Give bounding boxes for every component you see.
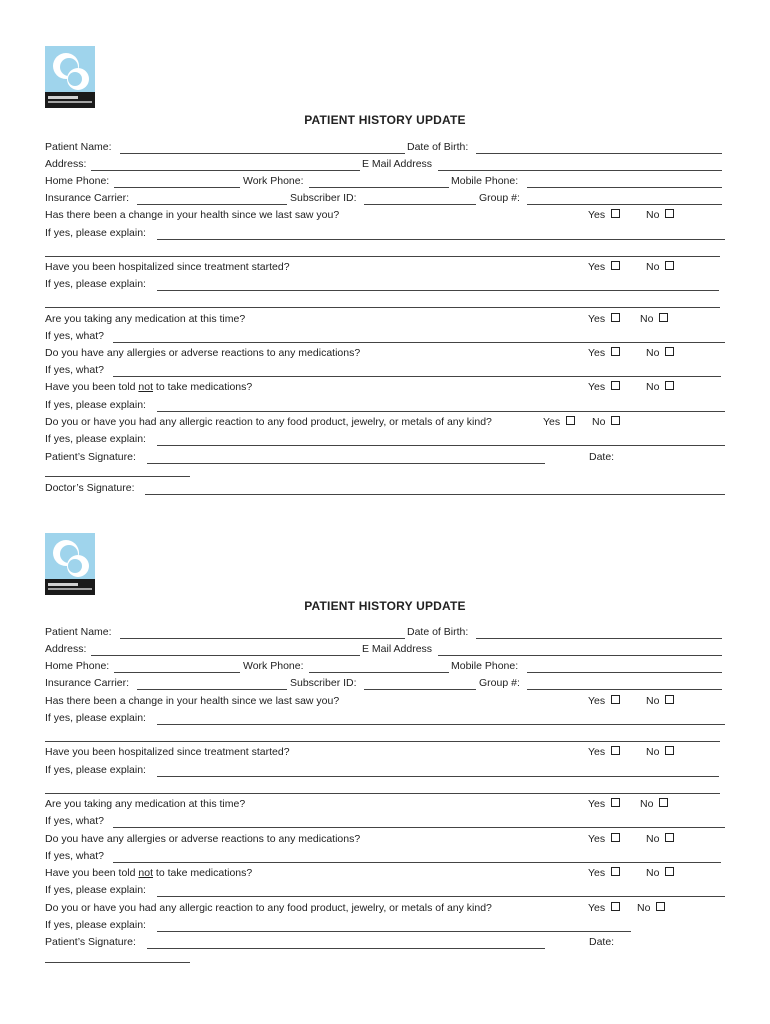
- what-label: If yes, what?: [45, 330, 104, 342]
- checkbox-icon: [665, 209, 674, 218]
- checkbox-icon: [566, 416, 575, 425]
- question-text-part: to take medications?: [153, 381, 253, 393]
- address-label: Address:: [45, 158, 87, 170]
- dob-field[interactable]: [476, 153, 722, 154]
- question-text-part: Have you been told: [45, 381, 139, 393]
- no-label: No: [646, 695, 660, 707]
- subscriber-label: Subscriber ID:: [290, 677, 357, 689]
- question-health-change: [45, 209, 725, 226]
- explain-label: If yes, please explain:: [45, 712, 146, 724]
- what-field[interactable]: [113, 862, 721, 863]
- doctor-signature-field[interactable]: [145, 494, 725, 495]
- no-checkbox[interactable]: [646, 833, 674, 845]
- patient-name-field[interactable]: [120, 153, 405, 154]
- insurance-field[interactable]: [137, 689, 287, 690]
- insurance-field[interactable]: [137, 204, 287, 205]
- question-hospitalized: [45, 746, 725, 763]
- yes-checkbox[interactable]: [588, 261, 620, 273]
- checkbox-icon: [611, 867, 620, 876]
- address-field[interactable]: [91, 170, 360, 171]
- home-phone-label: Home Phone:: [45, 660, 110, 672]
- checkbox-icon: [611, 381, 620, 390]
- date-label: Date:: [589, 451, 615, 463]
- group-field[interactable]: [527, 689, 722, 690]
- explain-row: [45, 227, 725, 244]
- insurance-label: Insurance Carrier:: [45, 677, 130, 689]
- phone-row: [45, 660, 725, 677]
- question-allergies: [45, 347, 725, 364]
- practice-logo-icon: [45, 533, 95, 595]
- yes-checkbox[interactable]: [588, 347, 620, 359]
- question-hospitalized: [45, 261, 725, 278]
- explain-field-line-2[interactable]: [45, 307, 720, 308]
- practice-logo-icon: [45, 46, 95, 108]
- yes-checkbox[interactable]: [588, 867, 620, 879]
- yes-checkbox[interactable]: [588, 313, 620, 325]
- question-health-change: [45, 695, 725, 712]
- checkbox-icon: [611, 347, 620, 356]
- question-emphasis: not: [138, 867, 154, 879]
- yes-checkbox[interactable]: [588, 695, 620, 707]
- checkbox-icon: [665, 347, 674, 356]
- yes-label: Yes: [588, 347, 606, 359]
- what-row: [45, 850, 725, 867]
- no-checkbox[interactable]: [646, 746, 674, 758]
- no-label: No: [646, 746, 660, 758]
- yes-checkbox[interactable]: [543, 416, 575, 428]
- explain-row: [45, 433, 725, 450]
- group-field[interactable]: [527, 204, 722, 205]
- explain-row: [45, 884, 725, 901]
- email-label: E Mail Address: [362, 643, 433, 655]
- yes-label: Yes: [588, 798, 606, 810]
- yes-label: Yes: [588, 261, 606, 273]
- question-text: Do you or have you had any allergic reaction to any food product, jewelry, or metals of any kind?: [45, 902, 492, 914]
- explain-row: [45, 712, 725, 729]
- checkbox-icon: [611, 416, 620, 425]
- yes-checkbox[interactable]: [588, 798, 620, 810]
- doctor-signature-label: Doctor’s Signature:: [45, 482, 135, 494]
- what-field[interactable]: [113, 376, 721, 377]
- what-row: [45, 364, 725, 381]
- insurance-row: [45, 677, 725, 694]
- email-field[interactable]: [438, 170, 722, 171]
- doctor-signature-row: [45, 482, 725, 499]
- address-row: [45, 643, 725, 660]
- what-row: [45, 330, 725, 347]
- no-label: No: [646, 833, 660, 845]
- email-field[interactable]: [438, 655, 722, 656]
- explain-label: If yes, please explain:: [45, 399, 146, 411]
- explain-row: [45, 764, 725, 781]
- question-emphasis: not: [138, 381, 154, 393]
- explain-field-line-2[interactable]: [45, 741, 720, 742]
- explain-field-line-2[interactable]: [45, 256, 720, 257]
- yes-label: Yes: [588, 695, 606, 707]
- no-checkbox[interactable]: [637, 902, 665, 914]
- mobile-phone-label: Mobile Phone:: [451, 175, 519, 187]
- form-title: PATIENT HISTORY UPDATE: [304, 113, 466, 127]
- checkbox-icon: [656, 902, 665, 911]
- home-phone-field[interactable]: [114, 672, 240, 673]
- question-text-part: to take medications?: [153, 867, 253, 879]
- explain-row: [45, 278, 725, 295]
- no-label: No: [646, 261, 660, 273]
- checkbox-icon: [665, 867, 674, 876]
- no-checkbox[interactable]: [646, 867, 674, 879]
- patient-name-row: [45, 141, 725, 158]
- no-checkbox[interactable]: [646, 347, 674, 359]
- what-label: If yes, what?: [45, 850, 104, 862]
- yes-label: Yes: [588, 867, 606, 879]
- question-text: [45, 381, 252, 393]
- checkbox-icon: [611, 209, 620, 218]
- work-phone-label: Work Phone:: [243, 660, 304, 672]
- explain-label: If yes, please explain:: [45, 764, 146, 776]
- checkbox-icon: [611, 902, 620, 911]
- checkbox-icon: [665, 261, 674, 270]
- checkbox-icon: [611, 798, 620, 807]
- explain-label: If yes, please explain:: [45, 884, 146, 896]
- yes-checkbox[interactable]: [588, 381, 620, 393]
- no-label: No: [646, 381, 660, 393]
- checkbox-icon: [611, 313, 620, 322]
- what-row: [45, 815, 725, 832]
- mobile-phone-field[interactable]: [527, 672, 722, 673]
- no-checkbox[interactable]: [646, 381, 674, 393]
- no-label: No: [640, 313, 654, 325]
- email-label: E Mail Address: [362, 158, 433, 170]
- work-phone-label: Work Phone:: [243, 175, 304, 187]
- dob-label: Date of Birth:: [407, 141, 469, 153]
- form-title: PATIENT HISTORY UPDATE: [304, 599, 466, 613]
- date-field-row: [45, 950, 725, 967]
- question-text: Have you been hospitalized since treatment started?: [45, 261, 290, 273]
- no-label: No: [646, 867, 660, 879]
- yes-checkbox[interactable]: [588, 902, 620, 914]
- question-food-allergy: [45, 416, 725, 433]
- no-checkbox[interactable]: [640, 798, 668, 810]
- yes-label: Yes: [543, 416, 561, 428]
- yes-checkbox[interactable]: [588, 833, 620, 845]
- explain-field[interactable]: [157, 931, 631, 932]
- yes-checkbox[interactable]: [588, 209, 620, 221]
- what-label: If yes, what?: [45, 364, 104, 376]
- home-phone-field[interactable]: [114, 187, 240, 188]
- explain-label: If yes, please explain:: [45, 433, 146, 445]
- explain-continuation: [45, 244, 725, 261]
- question-text: Has there been a change in your health since we last saw you?: [45, 695, 340, 707]
- explain-label: If yes, please explain:: [45, 919, 146, 931]
- subscriber-field[interactable]: [364, 204, 476, 205]
- explain-field[interactable]: [157, 239, 725, 240]
- question-text: Do you have any allergies or adverse reactions to any medications?: [45, 833, 361, 845]
- checkbox-icon: [665, 381, 674, 390]
- phone-row: [45, 175, 725, 192]
- question-text-part: Have you been told: [45, 867, 139, 879]
- no-label: No: [646, 209, 660, 221]
- explain-label: If yes, please explain:: [45, 227, 146, 239]
- explain-label: If yes, please explain:: [45, 278, 146, 290]
- question-food-allergy: [45, 902, 725, 919]
- explain-field[interactable]: [157, 290, 719, 291]
- what-field[interactable]: [113, 342, 725, 343]
- explain-field-line-2[interactable]: [45, 793, 720, 794]
- mobile-phone-label: Mobile Phone:: [451, 660, 519, 672]
- question-told-not-to-take: [45, 867, 725, 884]
- group-label: Group #:: [479, 192, 520, 204]
- what-label: If yes, what?: [45, 815, 104, 827]
- no-checkbox[interactable]: [592, 416, 620, 428]
- yes-label: Yes: [588, 902, 606, 914]
- explain-field[interactable]: [157, 896, 725, 897]
- patient-signature-field[interactable]: [147, 948, 545, 949]
- patient-signature-label: Patient’s Signature:: [45, 936, 136, 948]
- yes-label: Yes: [588, 209, 606, 221]
- checkbox-icon: [659, 313, 668, 322]
- date-field[interactable]: [45, 962, 190, 963]
- explain-row: [45, 919, 725, 936]
- explain-continuation: [45, 295, 725, 312]
- work-phone-field[interactable]: [309, 187, 449, 188]
- explain-continuation: [45, 729, 725, 746]
- yes-checkbox[interactable]: [588, 746, 620, 758]
- checkbox-icon: [611, 695, 620, 704]
- question-text: Do you have any allergies or adverse reactions to any medications?: [45, 347, 361, 359]
- patient-name-row: [45, 626, 725, 643]
- patient-name-label: Patient Name:: [45, 626, 112, 638]
- group-label: Group #:: [479, 677, 520, 689]
- address-label: Address:: [45, 643, 87, 655]
- checkbox-icon: [665, 833, 674, 842]
- what-field[interactable]: [113, 827, 725, 828]
- address-row: [45, 158, 725, 175]
- patient-signature-label: Patient’s Signature:: [45, 451, 136, 463]
- no-label: No: [646, 347, 660, 359]
- question-text: Are you taking any medication at this time?: [45, 313, 246, 325]
- insurance-row: [45, 192, 725, 209]
- question-told-not-to-take: [45, 381, 725, 398]
- no-checkbox[interactable]: [640, 313, 668, 325]
- address-field[interactable]: [91, 655, 360, 656]
- patient-name-field[interactable]: [120, 638, 405, 639]
- home-phone-label: Home Phone:: [45, 175, 110, 187]
- subscriber-label: Subscriber ID:: [290, 192, 357, 204]
- no-checkbox[interactable]: [646, 695, 674, 707]
- no-label: No: [640, 798, 654, 810]
- yes-label: Yes: [588, 381, 606, 393]
- question-medication: [45, 798, 725, 815]
- work-phone-field[interactable]: [309, 672, 449, 673]
- explain-field[interactable]: [157, 445, 725, 446]
- dob-field[interactable]: [476, 638, 722, 639]
- checkbox-icon: [665, 746, 674, 755]
- checkbox-icon: [659, 798, 668, 807]
- yes-label: Yes: [588, 313, 606, 325]
- checkbox-icon: [611, 261, 620, 270]
- date-field-row: [45, 464, 725, 481]
- dob-label: Date of Birth:: [407, 626, 469, 638]
- no-label: No: [592, 416, 606, 428]
- insurance-label: Insurance Carrier:: [45, 192, 130, 204]
- explain-continuation: [45, 781, 725, 798]
- patient-name-label: Patient Name:: [45, 141, 112, 153]
- explain-field[interactable]: [157, 776, 719, 777]
- explain-field[interactable]: [157, 724, 725, 725]
- question-medication: [45, 313, 725, 330]
- question-allergies: [45, 833, 725, 850]
- no-label: No: [637, 902, 651, 914]
- no-checkbox[interactable]: [646, 209, 674, 221]
- yes-label: Yes: [588, 833, 606, 845]
- question-text: [45, 867, 252, 879]
- question-text: Have you been hospitalized since treatment started?: [45, 746, 290, 758]
- no-checkbox[interactable]: [646, 261, 674, 273]
- explain-row: [45, 399, 725, 416]
- question-text: Are you taking any medication at this time?: [45, 798, 246, 810]
- checkbox-icon: [665, 695, 674, 704]
- question-text: Do you or have you had any allergic reaction to any food product, jewelry, or metals of any kind?: [45, 416, 492, 428]
- checkbox-icon: [611, 833, 620, 842]
- question-text: Has there been a change in your health since we last saw you?: [45, 209, 340, 221]
- mobile-phone-field[interactable]: [527, 187, 722, 188]
- yes-label: Yes: [588, 746, 606, 758]
- date-label: Date:: [589, 936, 615, 948]
- checkbox-icon: [611, 746, 620, 755]
- explain-field[interactable]: [157, 411, 725, 412]
- date-field[interactable]: [45, 476, 190, 477]
- subscriber-field[interactable]: [364, 689, 476, 690]
